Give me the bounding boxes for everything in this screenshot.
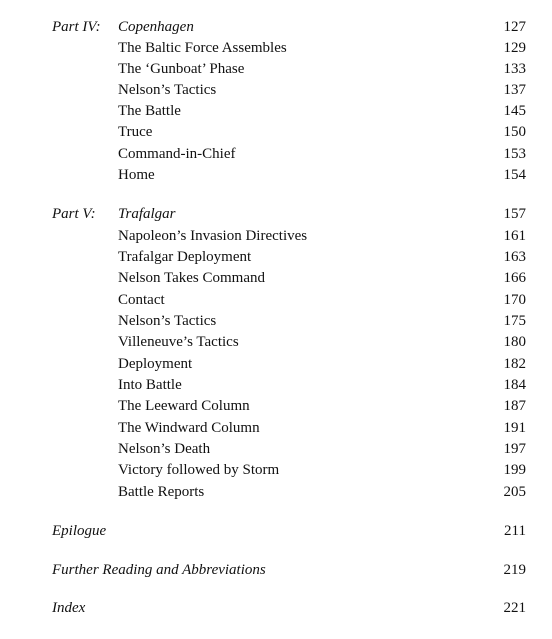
toc-entry [0, 375, 552, 395]
entry-title: Home [118, 167, 155, 183]
entry-title: Trafalgar Deployment [118, 249, 252, 265]
page-number: 182 [503, 356, 526, 372]
toc-entry [0, 290, 552, 310]
index-title: Index [52, 600, 86, 616]
page-number: 145 [503, 103, 526, 119]
toc-entry [0, 439, 552, 459]
toc-entry [0, 122, 552, 142]
entry-title: Command-in-Chief [118, 146, 236, 162]
entry-title: Deployment [118, 356, 193, 372]
entry-title: Nelson Takes Command [118, 270, 265, 286]
toc-entry [0, 354, 552, 374]
page-number: 161 [503, 228, 526, 244]
page-number: 199 [503, 462, 526, 478]
page-number: 219 [503, 562, 526, 578]
page-number: 129 [503, 40, 526, 56]
page-number: 154 [503, 167, 526, 183]
toc-entry [0, 418, 552, 438]
part-heading-row [0, 204, 552, 224]
entry-title: The Baltic Force Assembles [118, 40, 287, 56]
page-number: 211 [504, 523, 526, 539]
page-number: 180 [503, 334, 526, 350]
entry-title: Nelson’s Death [118, 441, 211, 457]
back-matter-entry [0, 560, 552, 580]
back-matter-entry [0, 521, 552, 541]
entry-title: Contact [118, 292, 165, 308]
entry-title: Villeneuve’s Tactics [118, 334, 239, 350]
part-heading-row [0, 17, 552, 37]
entry-title: Nelson’s Tactics [118, 313, 217, 329]
entry-title: Victory followed by Storm [118, 462, 280, 478]
toc-entry [0, 396, 552, 416]
entry-title: The Battle [118, 103, 181, 119]
toc-entry [0, 460, 552, 480]
part-title: Trafalgar [118, 206, 176, 222]
page-number: 163 [503, 249, 526, 265]
entry-title: Napoleon’s Invasion Directives [118, 228, 308, 244]
toc-entry [0, 59, 552, 79]
page-number: 221 [503, 600, 526, 616]
entry-title: Nelson’s Tactics [118, 82, 217, 98]
page-number: 127 [503, 19, 526, 35]
toc-entry [0, 80, 552, 100]
entry-title: Into Battle [118, 377, 182, 393]
toc-entry [0, 38, 552, 58]
entry-title: The Windward Column [118, 420, 260, 436]
epilogue-title: Epilogue [52, 523, 107, 539]
page-number: 184 [503, 377, 526, 393]
toc-entry [0, 144, 552, 164]
page-number: 157 [503, 206, 526, 222]
page-number: 153 [503, 146, 526, 162]
entry-title: The Leeward Column [118, 398, 250, 414]
page-number: 170 [503, 292, 526, 308]
toc-entry [0, 332, 552, 352]
page-number: 197 [503, 441, 526, 457]
part-title: Copenhagen [118, 19, 194, 35]
page-number: 205 [503, 484, 526, 500]
part-label: Part V: [52, 206, 96, 222]
page-number: 137 [503, 82, 526, 98]
page-number: 133 [503, 61, 526, 77]
toc-entry [0, 247, 552, 267]
further-reading-title: Further Reading and Abbreviations [52, 562, 266, 578]
toc-entry [0, 482, 552, 502]
page-number: 166 [503, 270, 526, 286]
toc-entry [0, 268, 552, 288]
entry-title: Battle Reports [118, 484, 205, 500]
part-label: Part IV: [52, 19, 101, 35]
entry-title: Truce [118, 124, 153, 140]
toc-entry [0, 226, 552, 246]
page-number: 150 [503, 124, 526, 140]
page-number: 175 [503, 313, 526, 329]
back-matter-entry [0, 598, 552, 618]
entry-title: The ‘Gunboat’ Phase [118, 61, 245, 77]
page-number: 191 [503, 420, 526, 436]
toc-entry [0, 101, 552, 121]
toc-entry [0, 311, 552, 331]
page-number: 187 [503, 398, 526, 414]
toc-entry [0, 165, 552, 185]
